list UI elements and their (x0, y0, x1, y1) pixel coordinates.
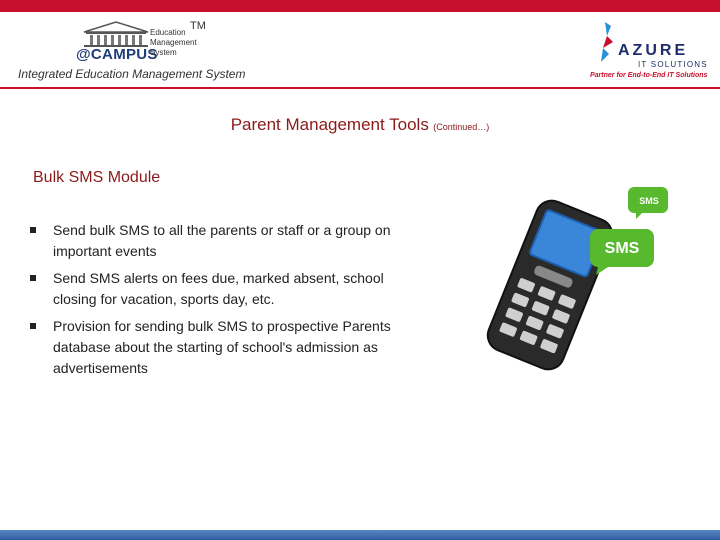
partner-logo-name: AZURE (618, 42, 689, 59)
slide-title (0, 115, 720, 135)
brand-sub-line: Education (150, 28, 186, 37)
header-divider (0, 87, 720, 89)
brand-sub-line: System (150, 48, 177, 57)
slide-title-suffix: (Continued…) (433, 122, 490, 132)
list-item (30, 316, 400, 379)
slide-title-text: Parent Management Tools (230, 115, 429, 134)
bullet-square-icon (30, 227, 36, 233)
partner-logo-subtitle: IT SOLUTIONS (638, 60, 708, 69)
list-item-text: Send bulk SMS to all the parents or staff or a group on important events (53, 222, 391, 259)
azure-swoosh-icon (597, 20, 617, 64)
sms-bubble-large: SMS (604, 240, 640, 257)
list-item (30, 220, 400, 262)
campus-brand-name: @CAMPUS (76, 46, 158, 63)
list-item (30, 268, 400, 310)
bullet-list (30, 220, 400, 385)
top-accent-bar (0, 0, 720, 12)
partner-slogan: Partner for End-to-End IT Solutions (590, 72, 708, 79)
brand-sub-line: Management (150, 38, 197, 47)
section-heading: Bulk SMS Module (33, 169, 161, 186)
footer-bar (0, 530, 720, 540)
list-item-text: Provision for sending bulk SMS to prospective Parents database about the starting of school's admission as advertisements (53, 318, 391, 376)
list-item-text: Send SMS alerts on fees due, marked absent, school closing for vacation, sports day, etc. (53, 270, 384, 307)
campus-brand-subtitle (150, 28, 210, 58)
header-tagline: Integrated Education Management System (18, 67, 246, 81)
mobile-phone-illustration (470, 185, 670, 375)
sms-bubble-small: SMS (639, 196, 659, 206)
header (0, 12, 720, 90)
trademark: TM (190, 20, 206, 32)
bullet-square-icon (30, 275, 36, 281)
bullet-square-icon (30, 323, 36, 329)
